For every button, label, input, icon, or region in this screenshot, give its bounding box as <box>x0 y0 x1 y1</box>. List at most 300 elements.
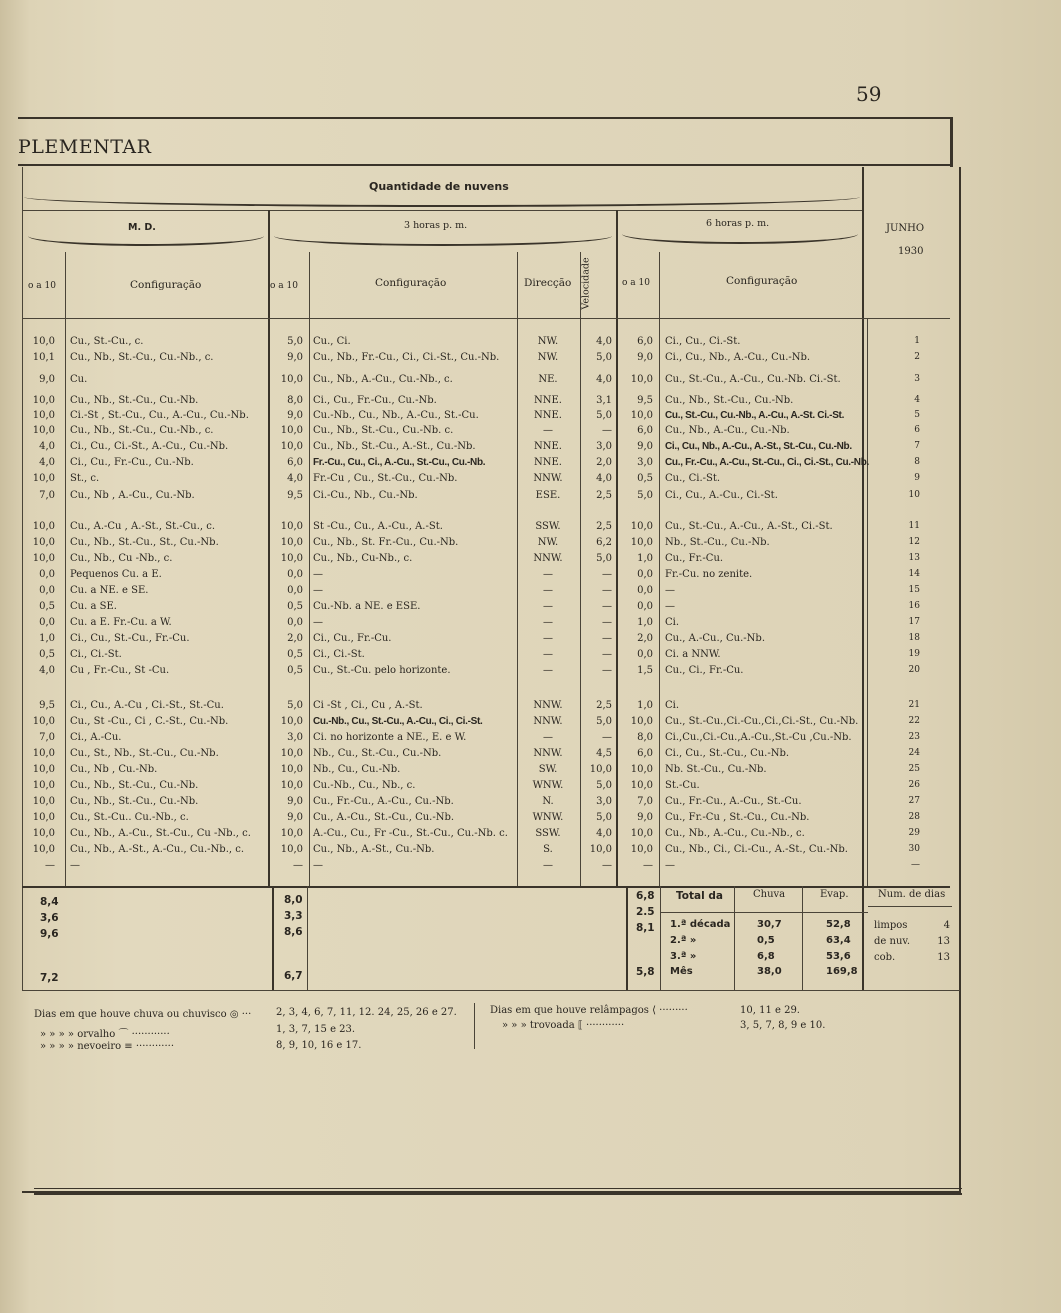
six-scale-cell: 9,0 <box>637 352 653 363</box>
three-config-cell: — <box>313 617 323 628</box>
dias-label: de nuv. <box>874 936 911 947</box>
three-scale-cell: 10,0 <box>280 374 303 385</box>
table-row <box>0 374 1061 390</box>
day-cell: 19 <box>908 649 920 659</box>
decada-evap: 169,8 <box>826 966 858 977</box>
table-row <box>0 553 1061 569</box>
md-config-cell: Cu., Nb., Cu -Nb., c. <box>70 553 173 564</box>
direction-cell: NW. <box>537 537 559 548</box>
six-scale-cell: 9,0 <box>637 441 653 452</box>
table-row <box>0 410 1061 426</box>
velocity-cell: 5,0 <box>596 780 612 791</box>
velocity-cell: 5,0 <box>596 553 612 564</box>
md-scale-cell: 10,0 <box>32 395 55 406</box>
three-scale-cell: 4,0 <box>287 473 303 484</box>
three-config-cell: Ci., Cu., Fr.-Cu., Cu.-Nb. <box>313 395 437 406</box>
three-scale-cell: 10,0 <box>280 780 303 791</box>
table-row <box>0 585 1061 601</box>
dias-value: 13 <box>937 936 950 947</box>
three-config-cell: Cu., Nb., St.-Cu., A.-St., Cu.-Nb. <box>313 441 476 452</box>
velocity-cell: 10,0 <box>589 844 612 855</box>
six-scale-cell: 5,0 <box>637 490 653 501</box>
velocity-cell: 4,0 <box>596 336 612 347</box>
direction-cell: N. <box>542 796 554 807</box>
day-cell: 5 <box>914 410 920 420</box>
day-cell: 13 <box>908 553 920 563</box>
group-title: Quantidade de nuvens <box>369 180 509 193</box>
six-scale-cell: — <box>643 860 653 871</box>
velocity-cell: — <box>602 860 612 871</box>
md-scale-cell: 0,0 <box>39 585 55 596</box>
three-config-cell: Cu., Nb., Cu-Nb., c. <box>313 553 413 564</box>
six-scale-cell: 7,0 <box>637 796 653 807</box>
md-scale-cell: 10,1 <box>32 352 55 363</box>
three-config-cell: Cu., Nb., St.-Cu., Cu.-Nb. c. <box>313 425 454 436</box>
md-config-cell: Cu., Nb , A.-Cu., Cu.-Nb. <box>70 490 195 501</box>
three-config-cell: Ci -St , Ci., Cu , A.-St. <box>313 700 423 711</box>
decada-evap: 52,8 <box>826 919 851 930</box>
day-cell: 8 <box>914 457 920 467</box>
md-config-cell: Ci., A.-Cu. <box>70 732 122 743</box>
three-scale-cell: 9,5 <box>287 490 303 501</box>
six-scale-cell: 0,5 <box>637 473 653 484</box>
three-scale-cell: 2,0 <box>287 633 303 644</box>
six-config-cell: Ci., Cu., Nb., A.-Cu., Cu.-Nb. <box>665 352 811 363</box>
page-heading: PLEMENTAR <box>18 136 152 158</box>
md-scale-cell: 0,5 <box>39 601 55 612</box>
md-scale-cell: 9,0 <box>39 374 55 385</box>
velocity-cell: 5,0 <box>596 410 612 421</box>
velocity-cell: 6,2 <box>596 537 612 548</box>
three-scale-cell: 10,0 <box>280 537 303 548</box>
direction-cell: NNW. <box>533 716 563 727</box>
velocity-cell: 5,0 <box>596 812 612 823</box>
summary-6-divider-right <box>660 886 661 990</box>
md-config-cell: Cu. <box>70 374 88 385</box>
day-cell: 27 <box>908 796 920 806</box>
total-label: Total da <box>676 890 723 902</box>
day-cell: 17 <box>908 617 920 627</box>
six-config-header: Configuração <box>726 275 798 287</box>
six-scale-cell: 0,0 <box>637 569 653 580</box>
decada-evap: 63,4 <box>826 935 851 946</box>
velocity-cell: — <box>602 569 612 580</box>
table-row <box>0 780 1061 796</box>
table-row <box>0 844 1061 860</box>
velocity-cell: 4,0 <box>596 473 612 484</box>
header-bottom-rule <box>22 318 950 319</box>
table-row <box>0 395 1061 411</box>
direction-cell: NNW. <box>533 553 563 564</box>
fn-chuva-label: Dias em que houve chuva ou chuvisco ◎ ··· <box>34 1009 252 1020</box>
md-scale-cell: 9,5 <box>39 700 55 711</box>
six-config-cell: Cu., St.-Cu., Cu.-Nb., A.-Cu., A.-St. Ci.-St. <box>665 410 845 421</box>
three-scale-cell: 9,0 <box>287 410 303 421</box>
six-scale-cell: 0,0 <box>637 601 653 612</box>
three-scale-cell: 0,0 <box>287 569 303 580</box>
three-avg-3: 8,6 <box>284 926 303 938</box>
velocity-cell: 5,0 <box>596 716 612 727</box>
three-scale-cell: 10,0 <box>280 425 303 436</box>
table-row <box>0 336 1061 352</box>
three-scale-cell: — <box>293 860 303 871</box>
day-cell: 6 <box>914 425 920 435</box>
direction-cell: NW. <box>537 352 559 363</box>
six-avg-3: 8,1 <box>636 922 655 934</box>
three-config-cell: Cu., Ci. <box>313 336 351 347</box>
day-cell: 23 <box>908 732 920 742</box>
six-config-cell: Ci. <box>665 700 680 711</box>
day-cell: 4 <box>914 395 920 405</box>
velocity-cell: 2,0 <box>596 457 612 468</box>
three-config-cell: Ci.-Cu., Nb., Cu.-Nb. <box>313 490 418 501</box>
three-scale-cell: 10,0 <box>280 441 303 452</box>
md-scale-cell: 10,0 <box>32 764 55 775</box>
fn-chuva-days: 2, 3, 4, 6, 7, 11, 12. 24, 25, 26 e 27. <box>276 1007 457 1018</box>
md-config-cell: Ci., Cu., Ci.-St., A.-Cu., Cu.-Nb. <box>70 441 229 452</box>
direction-cell: — <box>543 732 553 743</box>
six-scale-cell: 3,0 <box>637 457 653 468</box>
six-scale-cell: 10,0 <box>630 537 653 548</box>
velocity-cell: 3,0 <box>596 796 612 807</box>
md-scale-cell: 1,0 <box>39 633 55 644</box>
three-config-cell: Cu., St.-Cu. pelo horizonte. <box>313 665 451 676</box>
table-row <box>0 601 1061 617</box>
md-config-cell: Pequenos Cu. a E. <box>70 569 162 580</box>
velocity-cell: — <box>602 665 612 676</box>
day-cell: 3 <box>914 374 920 384</box>
table-row <box>0 732 1061 748</box>
md-scale-cell: 10,0 <box>32 844 55 855</box>
three-avg-1: 8,0 <box>284 894 303 906</box>
summary-md-divider <box>272 886 274 990</box>
velocity-cell: — <box>602 601 612 612</box>
three-scale-cell: 10,0 <box>280 828 303 839</box>
table-row <box>0 828 1061 844</box>
dias-value: 4 <box>943 920 950 931</box>
three-scale-cell: 10,0 <box>280 844 303 855</box>
table-row <box>0 425 1061 441</box>
velocity-cell: — <box>602 585 612 596</box>
md-config-cell: Cu. a NE. e SE. <box>70 585 149 596</box>
three-config-cell: Cu., Nb., St. Fr.-Cu., Cu.-Nb. <box>313 537 459 548</box>
three-config-cell: Ci. no horizonte a NE., E. e W. <box>313 732 467 743</box>
velocity-cell: — <box>602 732 612 743</box>
direction-cell: — <box>543 649 553 660</box>
md-scale-cell: 0,0 <box>39 617 55 628</box>
table-row <box>0 473 1061 489</box>
six-config-cell: Fr.-Cu. no zenite. <box>665 569 753 580</box>
direction-header: Direcção <box>524 277 572 289</box>
day-cell: 9 <box>914 473 920 483</box>
velocity-cell: 10,0 <box>589 764 612 775</box>
md-header: M. D. <box>128 222 156 233</box>
three-scale-cell: 0,0 <box>287 585 303 596</box>
decada-label: 2.ª » <box>670 935 697 946</box>
six-config-cell: Ci. a NNW. <box>665 649 721 660</box>
velocity-cell: — <box>602 649 612 660</box>
direction-cell: — <box>543 633 553 644</box>
three-config-cell: Fr.-Cu , Cu., St.-Cu., Cu.-Nb. <box>313 473 458 484</box>
day-cell: 16 <box>908 601 920 611</box>
six-scale-cell: 10,0 <box>630 780 653 791</box>
direction-cell: — <box>543 617 553 628</box>
three-config-cell: Nb., Cu., St.-Cu., Cu.-Nb. <box>313 748 442 759</box>
three-config-cell: Cu., Nb., A.-Cu., Cu.-Nb., c. <box>313 374 453 385</box>
direction-cell: SSW. <box>535 521 561 532</box>
six-config-cell: St.-Cu. <box>665 780 700 791</box>
three-scale-cell: 5,0 <box>287 336 303 347</box>
md-scale-cell: 10,0 <box>32 748 55 759</box>
direction-cell: S. <box>543 844 553 855</box>
six-scale-cell: 10,0 <box>630 410 653 421</box>
direction-cell: SW. <box>538 764 558 775</box>
three-scale-cell: 5,0 <box>287 700 303 711</box>
md-scale-cell: 10,0 <box>32 553 55 564</box>
decada-label: 3.ª » <box>670 951 697 962</box>
three-config-cell: Ci., Ci.-St. <box>313 649 365 660</box>
md-scale-cell: 10,0 <box>32 521 55 532</box>
frame-right-rule <box>950 117 953 167</box>
day-cell: 26 <box>908 780 920 790</box>
table-row <box>0 441 1061 457</box>
summary-evap-divider <box>802 886 803 990</box>
md-config-cell: Cu , Fr.-Cu., St -Cu. <box>70 665 170 676</box>
day-cell: 2 <box>914 352 920 362</box>
direction-cell: — <box>543 585 553 596</box>
six-config-cell: Cu., St.-Cu., A.-Cu., Cu.-Nb. Ci.-St. <box>665 374 841 385</box>
direction-cell: NNW. <box>533 748 563 759</box>
direction-cell: SSW. <box>535 828 561 839</box>
md-avg-2: 3,6 <box>40 912 59 924</box>
six-config-cell: Cu., Nb., A.-Cu., Cu.-Nb., c. <box>665 828 805 839</box>
six-config-cell: — <box>665 860 675 871</box>
three-scale-cell: 10,0 <box>280 764 303 775</box>
six-config-cell: Cu., St.-Cu.,Ci.-Cu.,Ci.,Ci.-St., Cu.-Nb. <box>665 716 859 727</box>
day-cell: 29 <box>908 828 920 838</box>
md-config-cell: Ci.-St , St.-Cu., Cu., A.-Cu., Cu.-Nb. <box>70 410 249 421</box>
six-config-cell: Nb. St.-Cu., Cu.-Nb. <box>665 764 767 775</box>
three-config-cell: Cu.-Nb., Cu., Nb., A.-Cu., St.-Cu. <box>313 410 479 421</box>
md-scale-cell: 10,0 <box>32 410 55 421</box>
six-scale-cell: 9,5 <box>637 395 653 406</box>
direction-cell: — <box>543 569 553 580</box>
six-config-cell: Cu., Fr.-Cu., A.-Cu., St.-Cu., Ci., Ci.-St., Cu.-Nb. <box>665 457 870 468</box>
md-config-cell: Cu. a E. Fr.-Cu. a W. <box>70 617 172 628</box>
md-scale-cell: 10,0 <box>32 425 55 436</box>
fn-nevoeiro-label: » » » » nevoeiro ≡ ············ <box>40 1041 175 1052</box>
decada-chuva: 6,8 <box>757 951 775 962</box>
six-config-cell: — <box>665 601 675 612</box>
summary-chuva-divider <box>734 886 735 990</box>
velocity-cell: 4,5 <box>596 748 612 759</box>
day-cell: 12 <box>908 537 920 547</box>
six-scale-cell: 1,0 <box>637 700 653 711</box>
three-config-cell: Ci., Cu., Fr.-Cu. <box>313 633 392 644</box>
md-scale-cell: 0,5 <box>39 649 55 660</box>
six-config-cell: Ci., Cu., Ci.-St. <box>665 336 741 347</box>
dias-label: cob. <box>874 952 896 963</box>
six-scale-cell: 0,0 <box>637 585 653 596</box>
direction-cell: — <box>543 425 553 436</box>
footnote-divider <box>474 1003 475 1049</box>
md-scale-cell: 10,0 <box>32 537 55 548</box>
md-config-cell: Cu., A.-Cu , A.-St., St.-Cu., c. <box>70 521 216 532</box>
direction-cell: NNE. <box>534 395 562 406</box>
three-scale-cell: 9,0 <box>287 352 303 363</box>
md-scale-cell: 10,0 <box>32 796 55 807</box>
six-config-cell: Cu., Fr.-Cu , St.-Cu., Cu.-Nb. <box>665 812 810 823</box>
year-header: 1930 <box>898 246 924 257</box>
six-scale-cell: 6,0 <box>637 748 653 759</box>
three-avg-month: 6,7 <box>284 970 303 982</box>
six-avg-2: 2.5 <box>636 906 655 918</box>
md-config-cell: Cu., Nb., A.-Cu., St.-Cu., Cu -Nb., c. <box>70 828 251 839</box>
md-scale-cell: 4,0 <box>39 457 55 468</box>
six-config-cell: Cu., Nb., A.-Cu., Cu.-Nb. <box>665 425 790 436</box>
evap-label: Evap. <box>820 889 849 900</box>
table-row <box>0 748 1061 764</box>
three-scale-cell: 6,0 <box>287 457 303 468</box>
table-row <box>0 569 1061 585</box>
three-config-cell: Cu., Fr.-Cu., A.-Cu., Cu.-Nb. <box>313 796 454 807</box>
md-scale-cell: 10,0 <box>32 812 55 823</box>
six-scale-cell: 8,0 <box>637 732 653 743</box>
three-scale-cell: 0,5 <box>287 649 303 660</box>
six-config-cell: Nb., St.-Cu., Cu.-Nb. <box>665 537 770 548</box>
three-config-cell: Cu., A.-Cu., St.-Cu., Cu.-Nb. <box>313 812 455 823</box>
six-scale-cell: 10,0 <box>630 521 653 532</box>
velocity-cell: 2,5 <box>596 521 612 532</box>
three-avg-2: 3,3 <box>284 910 303 922</box>
three-config-cell: Cu.-Nb., Cu., Nb., c. <box>313 780 416 791</box>
table-row <box>0 457 1061 473</box>
table-frame-bottom <box>34 1188 962 1195</box>
six-config-cell: Cu., St.-Cu., A.-Cu., A.-St., Ci.-St. <box>665 521 833 532</box>
decada-label: Mês <box>670 966 693 977</box>
six-avg-month: 5,8 <box>636 966 655 978</box>
six-scale-cell: 1,0 <box>637 617 653 628</box>
three-scale-cell: 9,0 <box>287 812 303 823</box>
md-scale-cell: 10,0 <box>32 336 55 347</box>
md-config-cell: Cu., Nb , Cu.-Nb. <box>70 764 158 775</box>
md-scale-cell: 7,0 <box>39 732 55 743</box>
md-scale-cell: 4,0 <box>39 441 55 452</box>
six-config-cell: Cu., Ci., Fr.-Cu. <box>665 665 744 676</box>
six-config-cell: Cu., Nb., St.-Cu., Cu.-Nb. <box>665 395 794 406</box>
day-cell: 28 <box>908 812 920 822</box>
fn-orvalho-label: » » » » orvalho ⌒ ············ <box>40 1029 170 1040</box>
day-cell: 22 <box>908 716 920 726</box>
six-config-cell: Cu., Nb., Ci., Ci.-Cu., A.-St., Cu.-Nb. <box>665 844 848 855</box>
six-scale-cell: 1,0 <box>637 553 653 564</box>
summary-3-divider <box>307 886 308 990</box>
decada-chuva: 30,7 <box>757 919 782 930</box>
md-scale-cell: 7,0 <box>39 490 55 501</box>
six-scale-cell: 10,0 <box>630 828 653 839</box>
frame-heading-rule <box>18 164 950 166</box>
six-scale-cell: 0,0 <box>637 649 653 660</box>
day-cell: 20 <box>908 665 920 675</box>
three-scale-cell: 10,0 <box>280 521 303 532</box>
md-scale-cell: 10,0 <box>32 780 55 791</box>
day-cell: 30 <box>908 844 920 854</box>
fn-orvalho-days: 1, 3, 7, 15 e 23. <box>276 1024 356 1035</box>
summary-6-divider-left <box>626 886 628 990</box>
direction-cell: NNW. <box>533 700 563 711</box>
six-scale-cell: 9,0 <box>637 812 653 823</box>
md-config-cell: Cu., St., Nb., St.-Cu., Cu.-Nb. <box>70 748 219 759</box>
table-row <box>0 490 1061 506</box>
six-scale-cell: 10,0 <box>630 374 653 385</box>
day-cell: 21 <box>908 700 920 710</box>
md-config-cell: Cu., St.-Cu., c. <box>70 336 144 347</box>
six-config-cell: Ci.,Cu.,Ci.-Cu.,A.-Cu.,St.-Cu ,Cu.-Nb. <box>665 732 852 743</box>
direction-cell: NW. <box>537 336 559 347</box>
summary-bottom-rule <box>22 990 960 991</box>
direction-cell: NNE. <box>534 457 562 468</box>
table-row <box>0 537 1061 553</box>
velocity-cell: 5,0 <box>596 352 612 363</box>
three-config-cell: — <box>313 860 323 871</box>
six-avg-1: 6,8 <box>636 890 655 902</box>
md-config-cell: Ci., Cu., St.-Cu., Fr.-Cu. <box>70 633 190 644</box>
direction-cell: NNE. <box>534 441 562 452</box>
table-row <box>0 796 1061 812</box>
six-scale-cell: 1,5 <box>637 665 653 676</box>
velocity-cell: — <box>602 617 612 628</box>
dias-value: 13 <box>937 952 950 963</box>
six-config-cell: Ci., Cu., A.-Cu., Ci.-St. <box>665 490 778 501</box>
decada-chuva: 38,0 <box>757 966 782 977</box>
md-config-cell: Cu., Nb., St.-Cu., St., Cu.-Nb. <box>70 537 219 548</box>
num-dias-label: Num. de dias <box>878 889 946 900</box>
md-scale-cell: 10,0 <box>32 716 55 727</box>
md-config-cell: St., c. <box>70 473 100 484</box>
direction-cell: WNW. <box>532 780 564 791</box>
table-row <box>0 633 1061 649</box>
day-cell: 7 <box>914 441 920 451</box>
three-scale-cell: 3,0 <box>287 732 303 743</box>
decada-evap: 53,6 <box>826 951 851 962</box>
table-row <box>0 665 1061 681</box>
dias-label: limpos <box>874 920 908 931</box>
md-config-cell: Cu., Nb., A.-St., A.-Cu., Cu.-Nb., c. <box>70 844 245 855</box>
six-scale-cell: 10,0 <box>630 844 653 855</box>
direction-cell: — <box>543 665 553 676</box>
three-config-cell: Nb., Cu., Cu.-Nb. <box>313 764 401 775</box>
three-scale-cell: 9,0 <box>287 796 303 807</box>
six-scale-cell: 2,0 <box>637 633 653 644</box>
md-scale-cell: 0,0 <box>39 569 55 580</box>
velocity-cell: 3,1 <box>596 395 612 406</box>
three-scale-cell: 0,5 <box>287 601 303 612</box>
six-scale-cell: 10,0 <box>630 764 653 775</box>
day-cell: 11 <box>908 521 920 531</box>
three-config-cell: Fr.-Cu., Cu., Ci., A.-Cu., St.-Cu., Cu.-Nb. <box>313 457 486 468</box>
table-row <box>0 764 1061 780</box>
three-scale-cell: 0,0 <box>287 617 303 628</box>
six-config-cell: Ci., Cu., St.-Cu., Cu.-Nb. <box>665 748 790 759</box>
day-cell: 15 <box>908 585 920 595</box>
md-config-cell: Cu., St.-Cu.. Cu.-Nb., c. <box>70 812 189 823</box>
summary-label-rule <box>660 912 868 913</box>
three-config-cell: — <box>313 569 323 580</box>
md-config-cell: Cu. a SE. <box>70 601 117 612</box>
md-config-cell: Ci., Cu., Fr.-Cu., Cu.-Nb. <box>70 457 194 468</box>
day-cell: 1 <box>914 336 920 346</box>
md-avg-1: 8,4 <box>40 896 59 908</box>
